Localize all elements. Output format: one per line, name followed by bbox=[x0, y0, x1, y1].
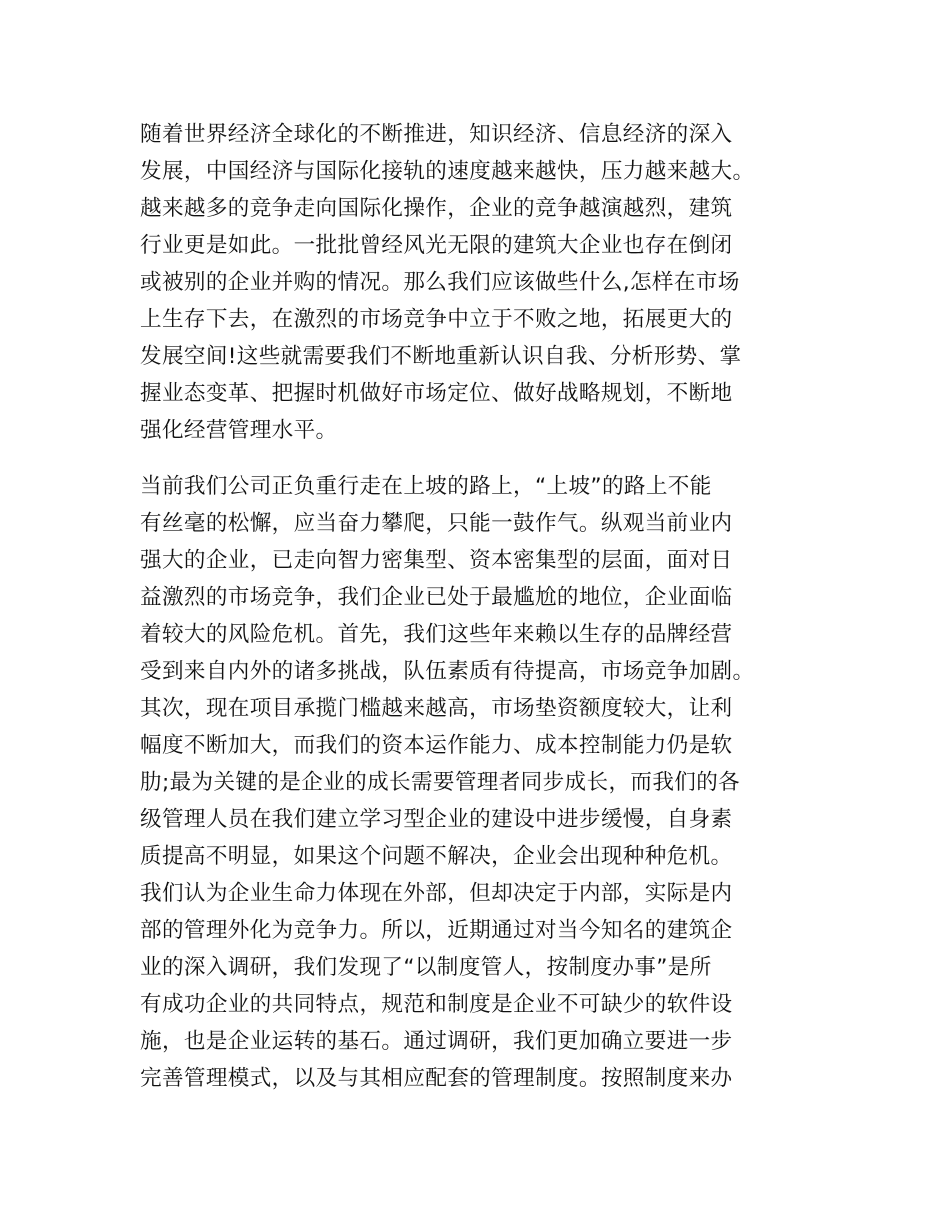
paragraph-line: 上生存下去，在激烈的市场竞争中立于不败之地，拓展更大的 bbox=[140, 307, 733, 332]
paragraph-line: 受到来自内外的诸多挑战，队伍素质有待提高，市场竞争加剧。 bbox=[140, 659, 755, 684]
paragraph-line: 随着世界经济全球化的不断推进，知识经济、信息经济的深入 bbox=[140, 122, 733, 147]
paragraph-line: 幅度不断加大，而我们的资本运作能力、成本控制能力仍是软 bbox=[140, 733, 733, 758]
paragraph-line: 我们认为企业生命力体现在外部，但却决定于内部，实际是内 bbox=[140, 881, 733, 906]
paragraph-line: 部的管理外化为竞争力。所以，近期通过对当今知名的建筑企 bbox=[140, 918, 733, 943]
paragraph-line: 级管理人员在我们建立学习型企业的建设中进步缓慢，自身素 bbox=[140, 807, 733, 832]
paragraph-line: 其次，现在项目承揽门槛越来越高，市场垫资额度较大，让利 bbox=[140, 696, 733, 721]
paragraph-line: 有成功企业的共同特点，规范和制度是企业不可缺少的软件设 bbox=[140, 992, 733, 1017]
paragraph-line: 着较大的风险危机。首先，我们这些年来赖以生存的品牌经营 bbox=[140, 622, 733, 647]
paragraph-line: 强化经营管理水平。 bbox=[140, 418, 338, 443]
paragraph-line: 或被别的企业并购的情况。那么我们应该做些什么,怎样在市场 bbox=[140, 270, 740, 295]
paragraph-line: 强大的企业，已走向智力密集型、资本密集型的层面，面对日 bbox=[140, 548, 733, 573]
paragraph-line: 施，也是企业运转的基石。通过调研，我们更加确立要进一步 bbox=[140, 1029, 733, 1054]
paragraph-line: 越来越多的竞争走向国际化操作，企业的竞争越演越烈，建筑 bbox=[140, 196, 733, 221]
paragraph-line: 当前我们公司正负重行走在上坡的路上，“上坡”的路上不能 bbox=[140, 474, 712, 499]
paragraph-line: 业的深入调研，我们发现了“以制度管人，按制度办事”是所 bbox=[140, 955, 712, 980]
paragraph-2 bbox=[140, 468, 805, 1097]
paragraph-line: 行业更是如此。一批批曾经风光无限的建筑大企业也存在倒闭 bbox=[140, 233, 733, 258]
paragraph-line: 有丝毫的松懈，应当奋力攀爬，只能一鼓作气。纵观当前业内 bbox=[140, 511, 733, 536]
paragraph-line: 发展，中国经济与国际化接轨的速度越来越快，压力越来越大。 bbox=[140, 159, 755, 184]
paragraph-line: 质提高不明显，如果这个问题不解决，企业会出现种种危机。 bbox=[140, 844, 733, 869]
paragraph-1 bbox=[140, 116, 805, 449]
paragraph-line: 完善管理模式，以及与其相应配套的管理制度。按照制度来办 bbox=[140, 1066, 733, 1091]
paragraph-line: 发展空间!这些就需要我们不断地重新认识自我、分析形势、掌 bbox=[140, 344, 742, 369]
paragraph-line: 握业态变革、把握时机做好市场定位、做好战略规划，不断地 bbox=[140, 381, 733, 406]
paragraph-line: 肋;最为关键的是企业的成长需要管理者同步成长，而我们的各 bbox=[140, 770, 741, 795]
paragraph-line: 益激烈的市场竞争，我们企业已处于最尴尬的地位，企业面临 bbox=[140, 585, 733, 610]
